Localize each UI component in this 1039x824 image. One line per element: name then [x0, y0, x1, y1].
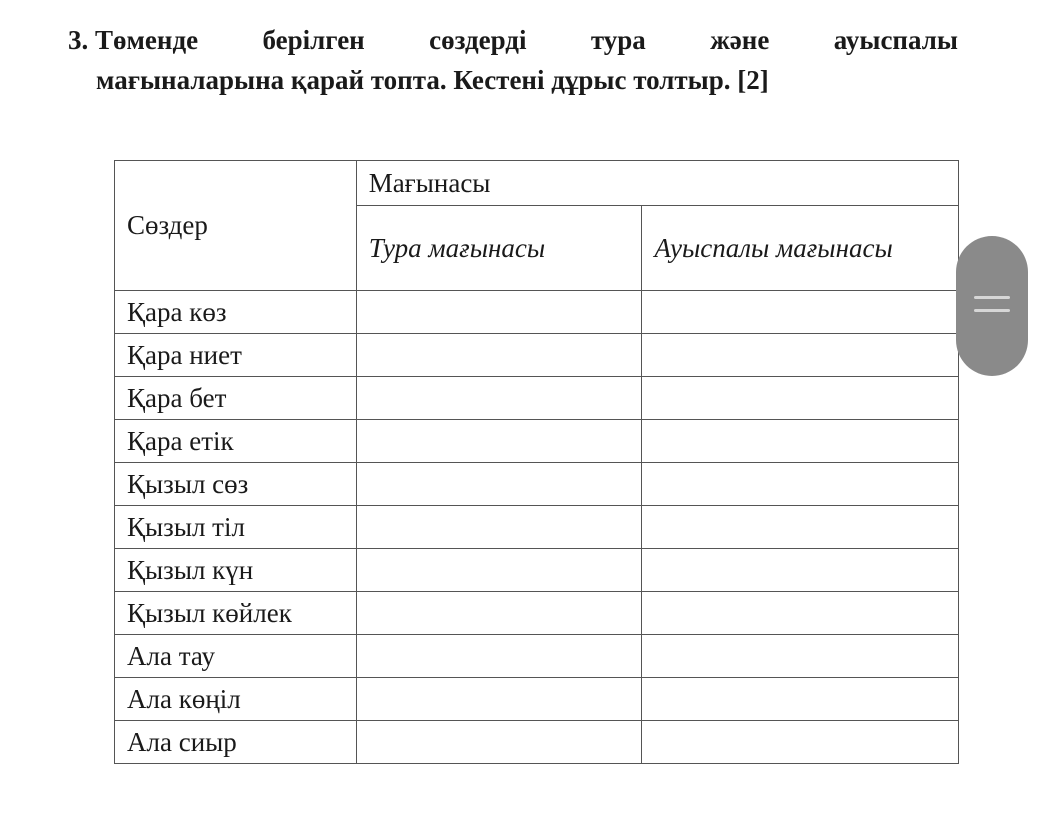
direct-meaning-cell[interactable] — [356, 592, 642, 635]
table-row — [115, 635, 959, 678]
table-row — [115, 721, 959, 764]
figurative-meaning-cell[interactable] — [642, 463, 959, 506]
word-cell: Қара көз — [115, 291, 357, 334]
header-figurative-meaning: Ауыспалы мағынасы — [642, 206, 959, 291]
direct-meaning-cell[interactable] — [356, 291, 642, 334]
figurative-meaning-cell[interactable] — [642, 678, 959, 721]
word-cell: Ала сиыр — [115, 721, 357, 764]
word-cell: Қызыл сөз — [115, 463, 357, 506]
figurative-meaning-cell[interactable] — [642, 549, 959, 592]
task-line-2: мағыналарына қарай топта. Кестені дұрыс толтыр. [2] — [96, 65, 769, 95]
table-row — [115, 291, 959, 334]
word-cell: Қара бет — [115, 377, 357, 420]
task-word: сөздерді — [429, 25, 527, 55]
task-word: берілген — [262, 25, 365, 55]
task-word: 3. Төменде — [68, 25, 199, 55]
table-row — [115, 334, 959, 377]
task-word: ауыспалы — [833, 25, 958, 55]
word-cell: Қара етік — [115, 420, 357, 463]
task-word: және — [710, 25, 770, 55]
words-table — [114, 160, 959, 764]
figurative-meaning-cell[interactable] — [642, 291, 959, 334]
table-row — [115, 678, 959, 721]
direct-meaning-cell[interactable] — [356, 721, 642, 764]
table-row — [115, 420, 959, 463]
figurative-meaning-cell[interactable] — [642, 420, 959, 463]
task-word: тура — [590, 25, 646, 55]
table-row — [115, 377, 959, 420]
table-row — [115, 592, 959, 635]
header-words: Сөздер — [115, 161, 357, 291]
task-prompt — [68, 20, 958, 100]
direct-meaning-cell[interactable] — [356, 549, 642, 592]
direct-meaning-cell[interactable] — [356, 334, 642, 377]
word-cell: Ала көңіл — [115, 678, 357, 721]
word-cell: Қызыл көйлек — [115, 592, 357, 635]
direct-meaning-cell[interactable] — [356, 678, 642, 721]
task-line-1 — [68, 20, 958, 60]
header-meaning: Мағынасы — [356, 161, 958, 206]
direct-meaning-cell[interactable] — [356, 377, 642, 420]
figurative-meaning-cell[interactable] — [642, 592, 959, 635]
word-cell: Қызыл күн — [115, 549, 357, 592]
table-row — [115, 549, 959, 592]
header-direct-meaning: Тура мағынасы — [356, 206, 642, 291]
direct-meaning-cell[interactable] — [356, 506, 642, 549]
figurative-meaning-cell[interactable] — [642, 506, 959, 549]
table-row — [115, 463, 959, 506]
word-cell: Қара ниет — [115, 334, 357, 377]
word-cell: Қызыл тіл — [115, 506, 357, 549]
scroll-handle[interactable] — [956, 236, 1028, 376]
table-row — [115, 506, 959, 549]
figurative-meaning-cell[interactable] — [642, 377, 959, 420]
direct-meaning-cell[interactable] — [356, 463, 642, 506]
direct-meaning-cell[interactable] — [356, 420, 642, 463]
figurative-meaning-cell[interactable] — [642, 721, 959, 764]
figurative-meaning-cell[interactable] — [642, 635, 959, 678]
word-cell: Ала тау — [115, 635, 357, 678]
drag-handle-icon — [974, 309, 1010, 312]
drag-handle-icon — [974, 296, 1010, 299]
direct-meaning-cell[interactable] — [356, 635, 642, 678]
figurative-meaning-cell[interactable] — [642, 334, 959, 377]
